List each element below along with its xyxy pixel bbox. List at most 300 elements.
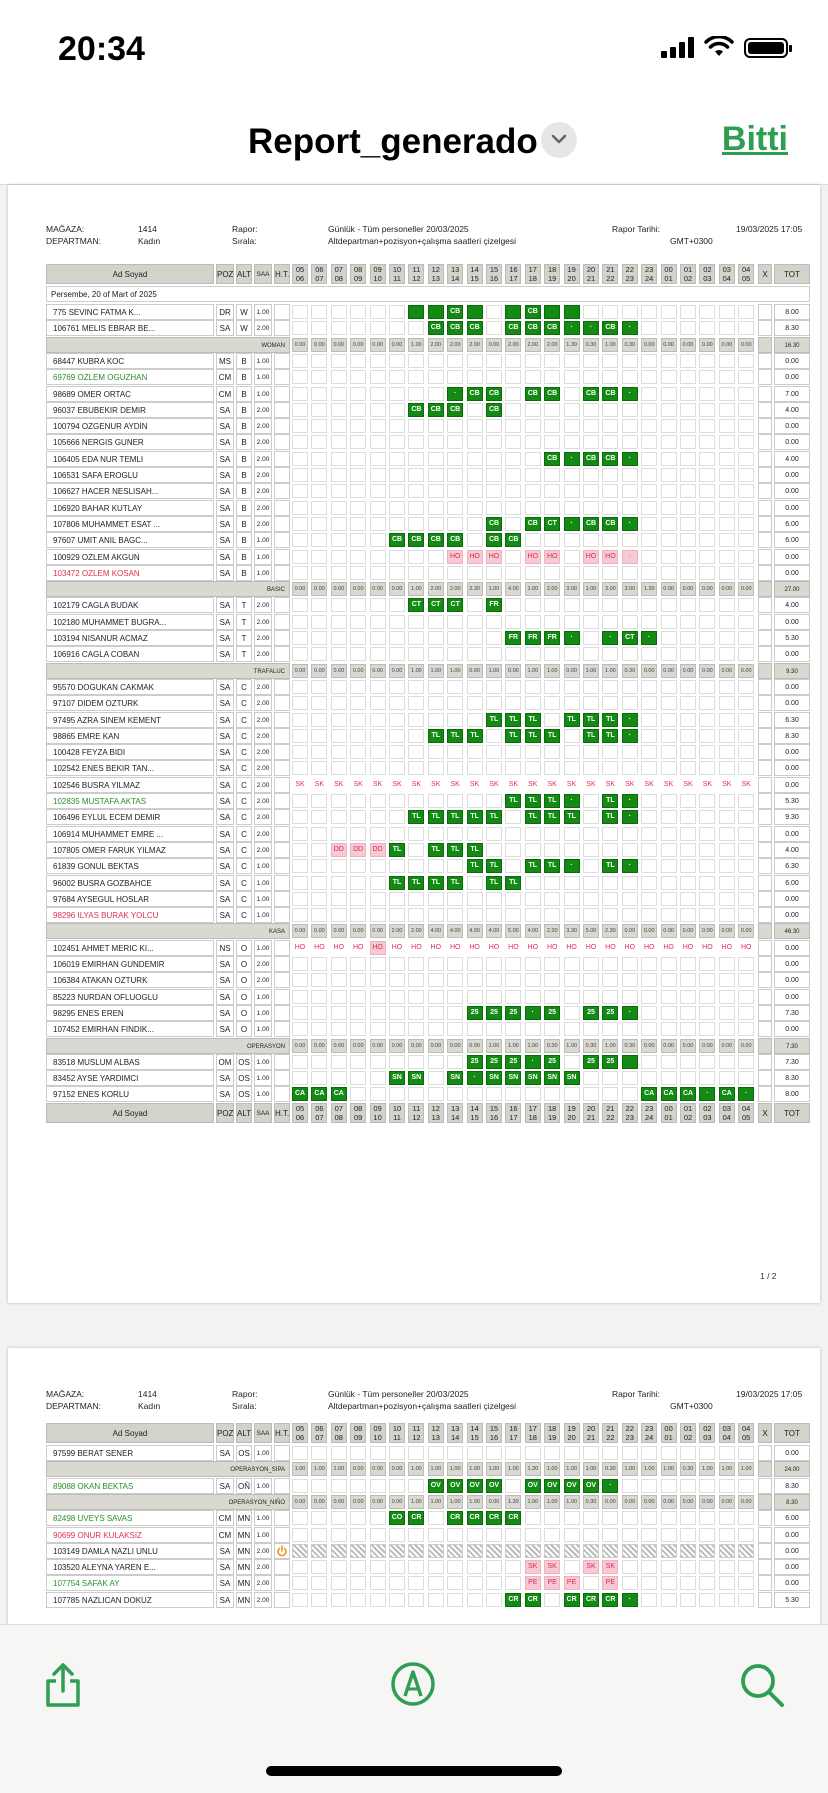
leave-marker[interactable]: HO	[622, 941, 638, 955]
break-marker[interactable]: ·	[738, 1087, 754, 1101]
shift-block[interactable]: CB	[602, 321, 618, 335]
leave-block[interactable]: SK	[602, 1560, 618, 1574]
shift-block[interactable]: CB	[525, 387, 541, 401]
leave-marker[interactable]: HO	[525, 941, 541, 955]
unavailable-cell[interactable]	[331, 1544, 347, 1558]
unavailable-cell[interactable]	[622, 1544, 638, 1558]
sick-marker[interactable]: SK	[544, 778, 560, 792]
shift-block[interactable]: TL	[602, 729, 618, 743]
unavailable-cell[interactable]	[447, 1544, 463, 1558]
employee-row[interactable]	[46, 695, 799, 711]
sick-marker[interactable]: SK	[661, 778, 677, 792]
break-marker[interactable]: ·	[622, 452, 638, 466]
shift-block[interactable]: 25	[544, 1006, 560, 1020]
shift-block[interactable]: 25	[544, 1055, 560, 1069]
shift-block[interactable]: CT	[447, 598, 463, 612]
employee-row[interactable]	[46, 891, 799, 907]
share-icon[interactable]	[42, 1661, 84, 1709]
unavailable-cell[interactable]	[699, 1544, 715, 1558]
shift-block[interactable]: CB	[544, 321, 560, 335]
shift-block[interactable]: SN	[564, 1071, 580, 1085]
unavailable-cell[interactable]	[583, 1544, 599, 1558]
unavailable-cell[interactable]	[408, 1544, 424, 1558]
employee-row[interactable]	[46, 793, 799, 809]
break-marker[interactable]: ·	[622, 729, 638, 743]
sick-marker[interactable]: SK	[719, 778, 735, 792]
employee-row[interactable]	[46, 826, 799, 842]
employee-row[interactable]	[46, 614, 799, 630]
leave-block[interactable]: HO	[544, 550, 560, 564]
unavailable-cell[interactable]	[738, 1544, 754, 1558]
shift-block[interactable]: 25	[486, 1055, 502, 1069]
shift-block[interactable]: TL	[486, 859, 502, 873]
leave-marker[interactable]: HO	[680, 941, 696, 955]
leave-marker[interactable]: HO	[486, 941, 502, 955]
leave-marker[interactable]: HO	[583, 941, 599, 955]
leave-block[interactable]: PE	[525, 1576, 541, 1590]
unavailable-cell[interactable]	[370, 1544, 386, 1558]
sick-marker[interactable]: SK	[370, 778, 386, 792]
shift-block[interactable]: CT	[544, 517, 560, 531]
shift-block[interactable]: CB	[583, 387, 599, 401]
shift-block[interactable]: CR	[467, 1511, 483, 1525]
employee-row[interactable]	[46, 500, 799, 516]
shift-block[interactable]: TL	[389, 843, 405, 857]
shift-block[interactable]: TL	[602, 810, 618, 824]
shift-block[interactable]: CB	[428, 321, 444, 335]
employee-row[interactable]	[46, 483, 799, 499]
employee-row[interactable]	[46, 744, 799, 760]
employee-row[interactable]	[46, 597, 799, 613]
break-marker[interactable]: ·	[564, 859, 580, 873]
shift-block[interactable]: TL	[389, 876, 405, 890]
shift-block[interactable]: CO	[389, 1511, 405, 1525]
title-menu-button[interactable]	[541, 122, 577, 158]
break-marker[interactable]: ·	[622, 794, 638, 808]
employee-row[interactable]	[46, 940, 799, 956]
employee-row[interactable]	[46, 1005, 799, 1021]
employee-row[interactable]	[46, 1592, 799, 1608]
leave-block[interactable]: DD	[350, 843, 366, 857]
shift-block[interactable]: 25	[505, 1055, 521, 1069]
leave-marker[interactable]: HO	[447, 941, 463, 955]
shift-block[interactable]: TL	[467, 810, 483, 824]
employee-row[interactable]	[46, 956, 799, 972]
sick-marker[interactable]: SK	[583, 778, 599, 792]
shift-block[interactable]: CB	[447, 403, 463, 417]
shift-block[interactable]: TL	[602, 794, 618, 808]
employee-row[interactable]	[46, 989, 799, 1005]
employee-row[interactable]	[46, 402, 799, 418]
break-marker[interactable]: ·	[564, 794, 580, 808]
unavailable-cell[interactable]	[467, 1544, 483, 1558]
shift-block[interactable]: TL	[544, 810, 560, 824]
employee-row[interactable]	[46, 467, 799, 483]
shift-block[interactable]: CA	[641, 1087, 657, 1101]
shift-block[interactable]: TL	[505, 794, 521, 808]
unavailable-cell[interactable]	[428, 1544, 444, 1558]
shift-block[interactable]: CT	[622, 631, 638, 645]
shift-block[interactable]: TL	[428, 843, 444, 857]
shift-block[interactable]	[505, 305, 521, 319]
shift-block[interactable]: CB	[544, 452, 560, 466]
shift-block[interactable]: TL	[447, 843, 463, 857]
shift-block[interactable]: CB	[544, 387, 560, 401]
shift-block[interactable]: TL	[525, 810, 541, 824]
shift-block[interactable]: CB	[486, 517, 502, 531]
unavailable-cell[interactable]	[661, 1544, 677, 1558]
shift-block[interactable]: TL	[447, 810, 463, 824]
shift-block[interactable]: CB	[428, 403, 444, 417]
shift-block[interactable]: TL	[428, 810, 444, 824]
sick-marker[interactable]: SK	[622, 778, 638, 792]
shift-block[interactable]: CA	[331, 1087, 347, 1101]
shift-block[interactable]: 25	[505, 1006, 521, 1020]
shift-block[interactable]: 25	[486, 1006, 502, 1020]
sick-marker[interactable]: SK	[505, 778, 521, 792]
break-marker[interactable]: ·	[525, 1055, 541, 1069]
employee-row[interactable]	[46, 875, 799, 891]
shift-block[interactable]: FR	[525, 631, 541, 645]
employee-row[interactable]	[46, 304, 799, 320]
shift-block[interactable]: CT	[408, 598, 424, 612]
employee-row[interactable]	[46, 565, 799, 581]
leave-marker[interactable]: ·	[622, 550, 638, 564]
shift-block[interactable]: TL	[583, 713, 599, 727]
employee-row[interactable]	[46, 386, 799, 402]
employee-row[interactable]	[46, 1527, 799, 1543]
employee-row[interactable]	[46, 1021, 799, 1037]
leave-marker[interactable]: HO	[719, 941, 735, 955]
shift-block[interactable]: CR	[602, 1593, 618, 1607]
shift-block[interactable]: CA	[719, 1087, 735, 1101]
employee-row[interactable]	[46, 369, 799, 385]
break-marker[interactable]: ·	[564, 321, 580, 335]
leave-marker[interactable]: HO	[602, 941, 618, 955]
leave-block[interactable]: HO	[602, 550, 618, 564]
leave-marker[interactable]: HO	[661, 941, 677, 955]
shift-block[interactable]: OV	[525, 1479, 541, 1493]
shift-block[interactable]: CB	[505, 533, 521, 547]
shift-block[interactable]: OV	[447, 1479, 463, 1493]
sick-marker[interactable]: SK	[311, 778, 327, 792]
shift-block[interactable]: CR	[486, 1511, 502, 1525]
shift-block[interactable]: OV	[544, 1479, 560, 1493]
break-marker[interactable]: ·	[564, 452, 580, 466]
sick-marker[interactable]: SK	[641, 778, 657, 792]
shift-block[interactable]: CB	[602, 517, 618, 531]
break-marker[interactable]: ·	[622, 387, 638, 401]
leave-marker[interactable]: HO	[311, 941, 327, 955]
shift-block[interactable]: TL	[544, 794, 560, 808]
employee-row[interactable]	[46, 679, 799, 695]
unavailable-cell[interactable]	[680, 1544, 696, 1558]
shift-block[interactable]: OV	[564, 1479, 580, 1493]
break-marker[interactable]: ·	[564, 517, 580, 531]
shift-block[interactable]: CB	[389, 533, 405, 547]
sick-marker[interactable]: SK	[467, 778, 483, 792]
leave-marker[interactable]: HO	[699, 941, 715, 955]
employee-row[interactable]	[46, 532, 799, 548]
shift-block[interactable]: 25	[467, 1055, 483, 1069]
unavailable-cell[interactable]	[719, 1544, 735, 1558]
break-marker[interactable]: ·	[622, 810, 638, 824]
employee-row[interactable]	[46, 972, 799, 988]
leave-marker[interactable]: HO	[389, 941, 405, 955]
sick-marker[interactable]: SK	[699, 778, 715, 792]
sick-marker[interactable]: SK	[525, 778, 541, 792]
employee-row[interactable]	[46, 809, 799, 825]
shift-block[interactable]: CB	[602, 387, 618, 401]
leave-block[interactable]: PE	[602, 1576, 618, 1590]
leave-block[interactable]: DD	[331, 843, 347, 857]
break-marker[interactable]: ·	[467, 1071, 483, 1085]
employee-row[interactable]	[46, 1054, 799, 1070]
shift-block[interactable]: TL	[544, 859, 560, 873]
shift-block[interactable]: CB	[486, 403, 502, 417]
shift-block[interactable]: CB	[428, 533, 444, 547]
break-marker[interactable]: ·	[622, 713, 638, 727]
employee-row[interactable]	[46, 646, 799, 662]
search-icon[interactable]	[738, 1661, 786, 1709]
shift-block[interactable]: TL	[544, 729, 560, 743]
shift-block[interactable]: CR	[408, 1511, 424, 1525]
shift-block[interactable]: TL	[447, 729, 463, 743]
shift-block[interactable]	[428, 305, 444, 319]
leave-marker[interactable]: HO	[408, 941, 424, 955]
employee-row[interactable]	[46, 1445, 799, 1461]
shift-block[interactable]: SN	[525, 1071, 541, 1085]
shift-block[interactable]: TL	[525, 794, 541, 808]
shift-block[interactable]: TL	[602, 859, 618, 873]
leave-block[interactable]: SK	[583, 1560, 599, 1574]
sick-marker[interactable]: SK	[331, 778, 347, 792]
shift-block[interactable]	[467, 305, 483, 319]
shift-block[interactable]: TL	[467, 729, 483, 743]
leave-marker[interactable]: HO	[350, 941, 366, 955]
shift-block[interactable]: TL	[564, 810, 580, 824]
shift-block[interactable]: TL	[428, 729, 444, 743]
document-title[interactable]: Report_generado	[248, 122, 538, 161]
unavailable-cell[interactable]	[641, 1544, 657, 1558]
sick-marker[interactable]: SK	[350, 778, 366, 792]
employee-row[interactable]	[46, 858, 799, 874]
shift-block[interactable]: TL	[505, 713, 521, 727]
shift-block[interactable]: TL	[428, 876, 444, 890]
shift-block[interactable]: TL	[408, 876, 424, 890]
leave-block[interactable]: PE	[564, 1576, 580, 1590]
shift-block[interactable]: CB	[505, 321, 521, 335]
employee-row[interactable]	[46, 1478, 799, 1494]
break-marker[interactable]: ·	[641, 631, 657, 645]
shift-block[interactable]: SN	[389, 1071, 405, 1085]
employee-row[interactable]	[46, 1559, 799, 1575]
shift-block[interactable]: 25	[583, 1006, 599, 1020]
shift-block[interactable]: CR	[505, 1593, 521, 1607]
sick-marker[interactable]: SK	[292, 778, 308, 792]
shift-block[interactable]: TL	[408, 810, 424, 824]
shift-block[interactable]: CB	[525, 321, 541, 335]
shift-block[interactable]: TL	[486, 713, 502, 727]
unavailable-cell[interactable]	[292, 1544, 308, 1558]
break-marker[interactable]: ·	[699, 1087, 715, 1101]
unavailable-cell[interactable]	[525, 1544, 541, 1558]
shift-block[interactable]: 25	[602, 1055, 618, 1069]
employee-row[interactable]	[46, 418, 799, 434]
break-marker[interactable]: ·	[622, 1593, 638, 1607]
leave-marker[interactable]: HO	[544, 941, 560, 955]
employee-row[interactable]	[46, 516, 799, 532]
break-marker[interactable]: ·	[602, 1479, 618, 1493]
unavailable-cell[interactable]	[544, 1544, 560, 1558]
employee-row[interactable]	[46, 1543, 799, 1559]
break-marker[interactable]: ·	[622, 517, 638, 531]
shift-block[interactable]: TL	[505, 876, 521, 890]
shift-block[interactable]: CA	[661, 1087, 677, 1101]
leave-block[interactable]: PE	[544, 1576, 560, 1590]
markup-icon[interactable]	[390, 1661, 436, 1707]
shift-block[interactable]: FR	[505, 631, 521, 645]
shift-block[interactable]: TL	[564, 713, 580, 727]
employee-row[interactable]	[46, 353, 799, 369]
employee-row[interactable]	[46, 1070, 799, 1086]
shift-block[interactable]: CB	[408, 403, 424, 417]
break-marker[interactable]: ·	[525, 1006, 541, 1020]
shift-block[interactable]	[544, 305, 560, 319]
employee-row[interactable]	[46, 842, 799, 858]
sick-marker[interactable]: SK	[408, 778, 424, 792]
shift-block[interactable]: CB	[602, 452, 618, 466]
shift-block[interactable]: OV	[467, 1479, 483, 1493]
shift-block[interactable]	[564, 305, 580, 319]
sick-marker[interactable]: SK	[564, 778, 580, 792]
leave-block[interactable]: HO	[447, 550, 463, 564]
shift-block[interactable]: CT	[428, 598, 444, 612]
shift-block[interactable]: CB	[447, 321, 463, 335]
shift-block[interactable]: CB	[467, 321, 483, 335]
shift-block[interactable]: TL	[583, 729, 599, 743]
shift-block[interactable]: SN	[544, 1071, 560, 1085]
shift-block[interactable]: TL	[447, 876, 463, 890]
shift-block[interactable]: FR	[486, 598, 502, 612]
break-marker[interactable]: ·	[447, 387, 463, 401]
leave-marker[interactable]: HO	[331, 941, 347, 955]
sick-marker[interactable]: SK	[486, 778, 502, 792]
leave-marker[interactable]: HO	[641, 941, 657, 955]
shift-block[interactable]: FR	[544, 631, 560, 645]
unavailable-cell[interactable]	[602, 1544, 618, 1558]
leave-block[interactable]: SK	[525, 1560, 541, 1574]
unavailable-cell[interactable]	[311, 1544, 327, 1558]
shift-block[interactable]: SN	[408, 1071, 424, 1085]
shift-block[interactable]: TL	[467, 859, 483, 873]
employee-row[interactable]	[46, 760, 799, 776]
shift-block[interactable]: OV	[486, 1479, 502, 1493]
sick-marker[interactable]: SK	[602, 778, 618, 792]
leave-block[interactable]: HO	[525, 550, 541, 564]
shift-block[interactable]: CB	[525, 517, 541, 531]
leave-marker[interactable]: HO	[564, 941, 580, 955]
shift-block[interactable]: SN	[447, 1071, 463, 1085]
employee-row[interactable]	[46, 712, 799, 728]
leave-block[interactable]: HO	[583, 550, 599, 564]
shift-block[interactable]: 25	[467, 1006, 483, 1020]
shift-block[interactable]: TL	[467, 843, 483, 857]
unavailable-cell[interactable]	[505, 1544, 521, 1558]
unavailable-cell[interactable]	[486, 1544, 502, 1558]
shift-block[interactable]: CA	[292, 1087, 308, 1101]
shift-block[interactable]: OV	[428, 1479, 444, 1493]
shift-block[interactable]: CB	[467, 387, 483, 401]
leave-block[interactable]: SK	[544, 1560, 560, 1574]
shift-block[interactable]: CB	[447, 533, 463, 547]
shift-block[interactable]: 25	[602, 1006, 618, 1020]
leave-marker[interactable]: HO	[738, 941, 754, 955]
employee-row[interactable]	[46, 777, 799, 793]
shift-block[interactable]: CB	[447, 305, 463, 319]
shift-block[interactable]: CA	[311, 1087, 327, 1101]
sick-marker[interactable]: SK	[389, 778, 405, 792]
shift-block[interactable]: CB	[583, 517, 599, 531]
break-marker[interactable]: ·	[622, 1006, 638, 1020]
employee-row[interactable]	[46, 549, 799, 565]
leave-marker[interactable]: HO	[505, 941, 521, 955]
shift-block[interactable]: CB	[486, 387, 502, 401]
shift-block[interactable]: TL	[486, 876, 502, 890]
shift-block[interactable]: CB	[408, 533, 424, 547]
shift-block[interactable]	[622, 1055, 638, 1069]
shift-block[interactable]: CB	[486, 533, 502, 547]
leave-marker[interactable]: HO	[428, 941, 444, 955]
leave-marker[interactable]: HO	[292, 941, 308, 955]
unavailable-cell[interactable]	[389, 1544, 405, 1558]
break-marker[interactable]: ·	[583, 321, 599, 335]
shift-block[interactable]: TL	[486, 810, 502, 824]
sick-marker[interactable]: SK	[680, 778, 696, 792]
sick-marker[interactable]: SK	[738, 778, 754, 792]
employee-row[interactable]	[46, 728, 799, 744]
shift-block[interactable]: CB	[525, 305, 541, 319]
break-marker[interactable]: ·	[622, 321, 638, 335]
employee-row[interactable]	[46, 451, 799, 467]
sick-marker[interactable]: SK	[428, 778, 444, 792]
leave-block[interactable]: HO	[370, 941, 386, 955]
shift-block[interactable]: CA	[680, 1087, 696, 1101]
leave-block[interactable]: DD	[370, 843, 386, 857]
shift-block[interactable]: 25	[583, 1055, 599, 1069]
shift-block[interactable]: CR	[583, 1593, 599, 1607]
employee-row[interactable]	[46, 1510, 799, 1526]
shift-block[interactable]: TL	[602, 713, 618, 727]
done-button[interactable]: Bitti	[721, 120, 788, 158]
employee-row[interactable]	[46, 320, 799, 336]
shift-block[interactable]: SN	[486, 1071, 502, 1085]
leave-marker[interactable]: HO	[467, 941, 483, 955]
shift-block[interactable]	[408, 305, 424, 319]
shift-block[interactable]: CR	[525, 1593, 541, 1607]
employee-row[interactable]	[46, 630, 799, 646]
break-marker[interactable]: ·	[622, 859, 638, 873]
shift-block[interactable]: TL	[525, 729, 541, 743]
shift-block[interactable]: CB	[583, 452, 599, 466]
shift-block[interactable]: CR	[564, 1593, 580, 1607]
break-marker[interactable]: ·	[564, 631, 580, 645]
shift-block[interactable]: CR	[505, 1511, 521, 1525]
sick-marker[interactable]: SK	[447, 778, 463, 792]
pdf-page-1[interactable]	[8, 185, 820, 1303]
break-marker[interactable]: ·	[602, 631, 618, 645]
shift-block[interactable]: TL	[525, 859, 541, 873]
